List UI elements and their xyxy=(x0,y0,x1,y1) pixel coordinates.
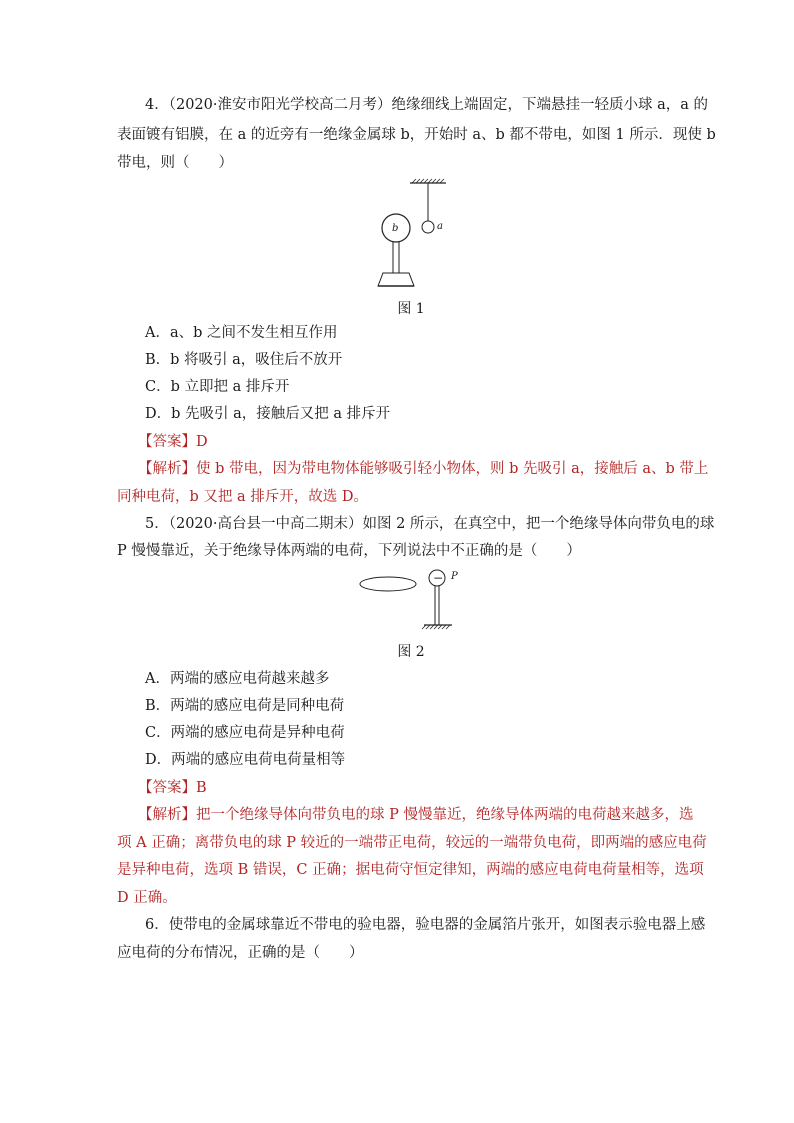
q5-option-c: C．两端的感应电荷是异种电荷 xyxy=(145,725,345,741)
q4-analysis-line-1 xyxy=(138,458,708,480)
q4-option-c: C．b 立即把 a 排斥开 xyxy=(145,379,290,395)
figure-2-label-p: P xyxy=(451,571,458,582)
q5-analysis-line-3: 是异种电荷，选项 B 错误，C 正确；据电荷守恒定律知，两端的感应电荷电荷量相等，选项 xyxy=(117,862,704,878)
q5-analysis-line-4: D 正确。 xyxy=(117,890,177,906)
q5-analysis-line-2: 项 A 正确；离带负电的球 P 较近的一端带正电荷，较远的一端带负电荷，即两端的感应电荷 xyxy=(117,835,707,851)
q4-option-d: D．b 先吸引 a，接触后又把 a 排斥开 xyxy=(145,406,391,422)
q4-option-a: A．a、b 之间不发生相互作用 xyxy=(145,325,338,341)
q6-stem-line-2: 应电荷的分布情况，正确的是（ ） xyxy=(117,945,364,961)
q4-analysis-tag: 【解析】 xyxy=(138,461,196,477)
figure-1-diagram xyxy=(370,178,460,288)
q4-answer xyxy=(138,431,208,453)
q5-analysis-tag: 【解析】 xyxy=(138,807,196,823)
q5-option-d: D．两端的感应电荷电荷量相等 xyxy=(145,752,346,768)
q5-analysis-text-1: 把一个绝缘导体向带负电的球 P 慢慢靠近，绝缘导体两端的电荷越来越多，选 xyxy=(196,807,694,823)
figure-2-minus-sign: − xyxy=(433,571,444,585)
q4-stem-line-2: 表面镀有铝膜，在 a 的近旁有一绝缘金属球 b，开始时 a、b 都不带电，如图 1 所示．现使 b xyxy=(117,127,716,143)
q5-option-a: A．两端的感应电荷越来越多 xyxy=(145,671,330,687)
q5-stem-line-2: P 慢慢靠近，关于绝缘导体两端的电荷，下列说法中不正确的是（ ） xyxy=(117,543,581,559)
q6-stem-line-1: 6．使带电的金属球靠近不带电的验电器，验电器的金属箔片张开，如图表示验电器上感 xyxy=(145,917,706,933)
q5-answer-value: B xyxy=(196,780,207,796)
q5-answer xyxy=(138,777,207,799)
q5-stem-line-1: 5．（2020·高台县一中高二期末）如图 2 所示，在真空中，把一个绝缘导体向带负电的球 xyxy=(145,516,715,532)
q4-answer-tag: 【答案】 xyxy=(138,434,196,450)
q4-answer-value: D xyxy=(196,434,208,450)
figure-1-label-a: a xyxy=(437,221,443,232)
q4-analysis-line-2: 同种电荷，b 又把 a 排斥开，故选 D。 xyxy=(117,489,368,505)
q4-stem-line-1: 4．（2020·淮安市阳光学校高二月考）绝缘细线上端固定，下端悬挂一轻质小球 a，a 的 xyxy=(145,97,708,113)
figure-1-caption: 图 1 xyxy=(397,301,425,317)
q4-option-b: B．b 将吸引 a，吸住后不放开 xyxy=(145,352,343,368)
figure-1-label-b: b xyxy=(392,223,399,234)
q5-answer-tag: 【答案】 xyxy=(138,780,196,796)
q5-analysis-line-1 xyxy=(138,804,693,826)
figure-2-caption: 图 2 xyxy=(397,644,425,660)
q4-stem-line-3: 带电，则（ ） xyxy=(117,155,233,171)
q4-analysis-text-1: 使 b 带电，因为带电物体能够吸引轻小物体，则 b 先吸引 a，接触后 a、b 带上 xyxy=(196,461,709,477)
q5-option-b: B．两端的感应电荷是同种电荷 xyxy=(145,698,345,714)
